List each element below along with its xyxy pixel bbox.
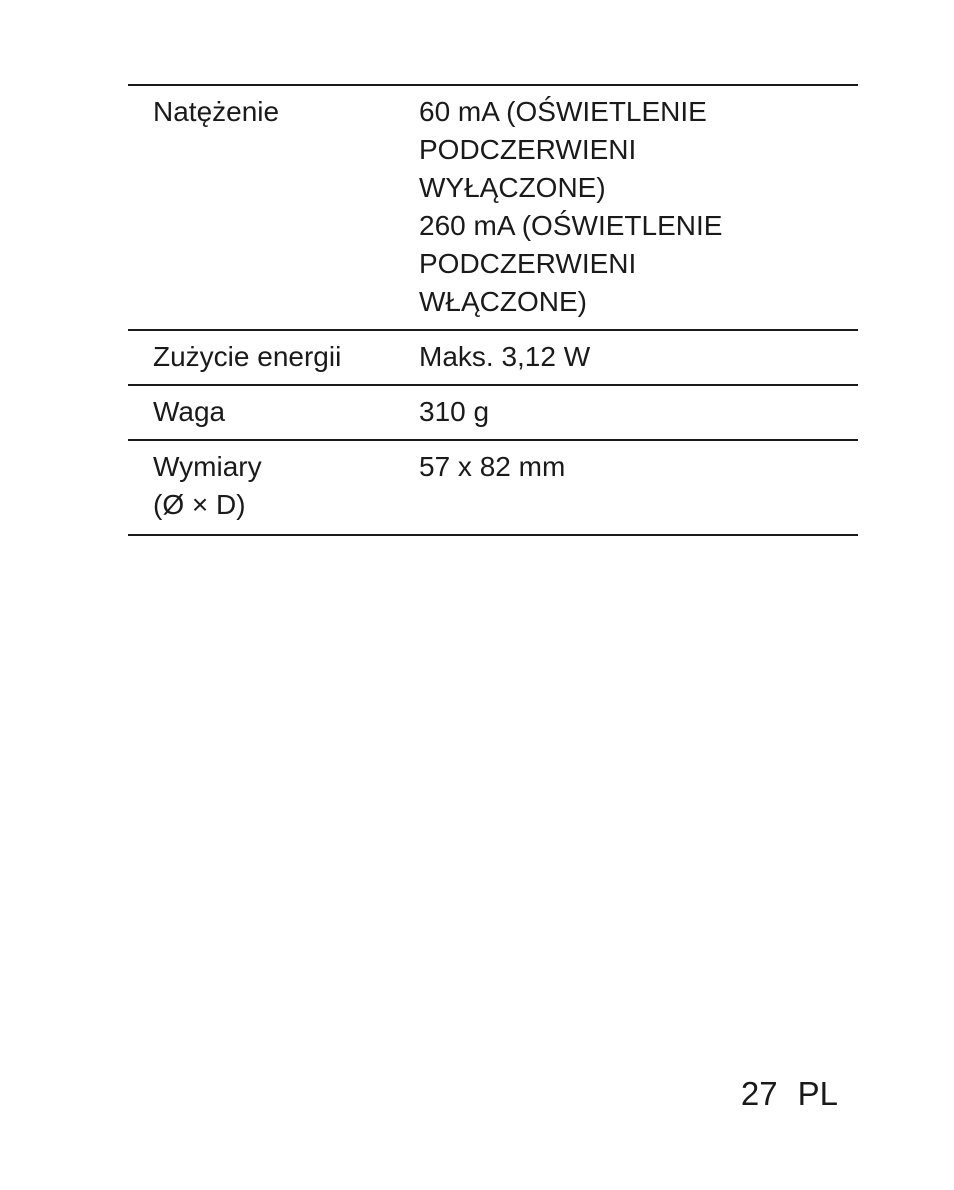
spec-value-line: PODCZERWIENI (419, 248, 637, 279)
spec-label (128, 338, 419, 376)
spec-table (128, 84, 858, 536)
spec-value-line: WYŁĄCZONE) (419, 172, 606, 203)
spec-row-current (128, 86, 858, 331)
spec-value (419, 393, 858, 431)
spec-label (128, 448, 419, 524)
spec-value (419, 338, 858, 376)
page-number: 27 (740, 1075, 778, 1112)
spec-row-dimensions (128, 441, 858, 536)
spec-value-line: WŁĄCZONE) (419, 286, 587, 317)
spec-label-line: (Ø × D) (153, 489, 246, 520)
spec-value-line: 310 g (419, 396, 490, 427)
spec-label-line: Waga (153, 396, 226, 427)
spec-value-line: 260 mA (OŚWIETLENIE (419, 210, 723, 241)
page-footer (741, 1074, 838, 1114)
spec-label-line: Zużycie energii (153, 341, 342, 372)
spec-row-power-consumption (128, 331, 858, 386)
spec-value-line: PODCZERWIENI (419, 134, 637, 165)
spec-value (419, 448, 858, 524)
spec-label (128, 393, 419, 431)
spec-row-weight (128, 386, 858, 441)
spec-label-line: Wymiary (153, 451, 262, 482)
language-code: PL (797, 1075, 838, 1112)
spec-value-line: Maks. 3,12 W (419, 341, 591, 372)
spec-value-line: 57 x 82 mm (419, 451, 566, 482)
spec-value-line: 60 mA (OŚWIETLENIE (419, 96, 707, 127)
spec-value (419, 93, 858, 321)
spec-label (128, 93, 419, 321)
spec-label-line: Natężenie (153, 96, 280, 127)
